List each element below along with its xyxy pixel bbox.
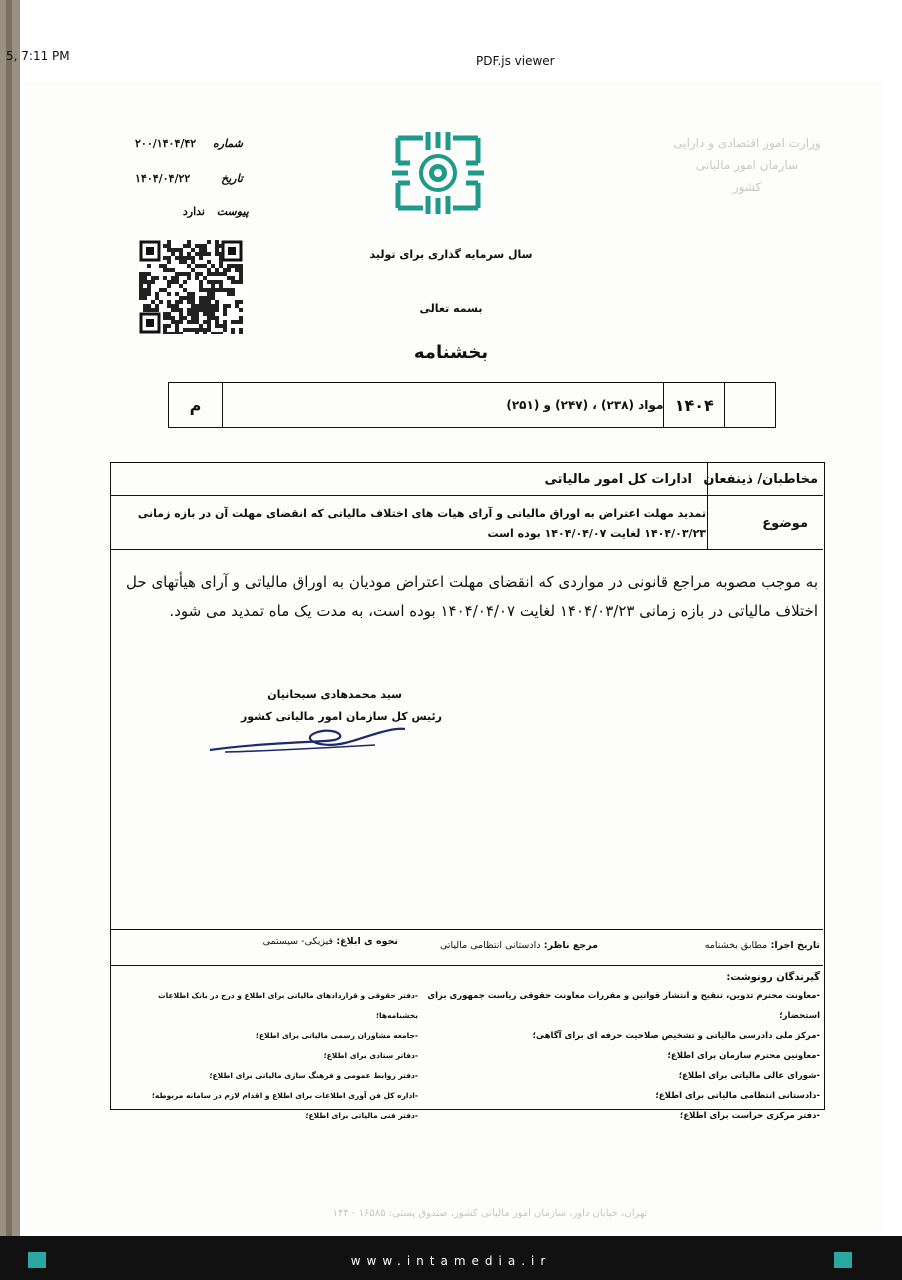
qr-module — [199, 328, 203, 332]
qr-module — [147, 280, 151, 284]
document-type-title: بخشنامه — [413, 342, 489, 363]
left-edge-strip — [0, 0, 20, 1280]
articles-cell — [222, 383, 664, 427]
qr-module — [191, 296, 195, 300]
qr-module — [195, 316, 199, 320]
qr-module — [239, 268, 243, 272]
organization-logo — [388, 128, 488, 218]
qr-module — [219, 332, 223, 334]
qr-module — [175, 276, 179, 280]
qr-module — [143, 296, 147, 300]
qr-module — [211, 288, 215, 292]
qr-module — [239, 280, 243, 284]
qr-module — [183, 280, 187, 284]
notify-value: فیزیکی- سیستمی — [262, 936, 334, 947]
qr-module — [239, 264, 243, 268]
cc-item: -شورای عالی مالیاتی برای اطلاع؛ — [678, 1071, 820, 1081]
qr-module — [207, 272, 211, 276]
qr-module — [147, 272, 151, 276]
cc-item: -دادستانی انتظامی مالیاتی برای اطلاع؛ — [655, 1091, 820, 1101]
qr-module — [231, 264, 235, 268]
qr-module — [199, 324, 203, 328]
qr-module — [191, 268, 195, 272]
qr-module — [163, 328, 167, 332]
qr-module — [219, 264, 223, 268]
qr-module — [163, 268, 167, 272]
qr-module — [179, 284, 183, 288]
qr-module — [171, 332, 175, 334]
cc-item: -دفتر روابط عمومی و فرهنگ سازی مالیاتی برای اطلاع؛ — [209, 1071, 418, 1080]
qr-module — [187, 272, 191, 276]
qr-module — [207, 296, 211, 300]
qr-module — [215, 324, 219, 328]
cc-item: -معاونین محترم سازمان برای اطلاع؛ — [667, 1051, 820, 1061]
qr-module — [171, 316, 175, 320]
qr-module — [211, 284, 215, 288]
qr-module — [195, 328, 199, 332]
qr-module — [231, 288, 235, 292]
website-url: www.intamedia.ir — [350, 1254, 552, 1268]
qr-module — [207, 324, 211, 328]
supervisory-authority — [440, 940, 598, 951]
qr-module — [155, 292, 159, 296]
qr-module — [167, 332, 171, 334]
qr-module — [215, 288, 219, 292]
addressee-value: ادارات کل امور مالیاتی — [544, 472, 692, 487]
qr-module — [207, 292, 211, 296]
qr-module — [219, 288, 223, 292]
cc-list-right — [420, 986, 820, 1126]
qr-module — [191, 320, 195, 324]
qr-module — [195, 332, 199, 334]
cc-item: -دفتر حقوقی و قراردادهای مالیاتی برای اطلاع و درج در بانک اطلاعات بخشنامه‌ها؛ — [158, 991, 418, 1020]
cc-title: گیرندگان رونوشت: — [726, 972, 820, 983]
qr-module — [139, 296, 143, 300]
notification-method — [263, 936, 398, 947]
cc-item: -معاونت محترم تدوین، تنقیح و انتشار قوانین و مقررات معاونت حقوقی ریاست جمهوری برای استحضار؛ — [427, 991, 820, 1021]
qr-module — [171, 280, 175, 284]
qr-module — [171, 320, 175, 324]
qr-module — [219, 272, 223, 276]
qr-module — [231, 292, 235, 296]
qr-module — [175, 324, 179, 328]
qr-module — [199, 284, 203, 288]
qr-module — [227, 288, 231, 292]
attachment-label: پیوست — [216, 205, 249, 218]
qr-module — [167, 292, 171, 296]
qr-module — [199, 264, 203, 268]
qr-module — [215, 272, 219, 276]
row-divider — [111, 495, 823, 496]
qr-module — [167, 284, 171, 288]
execution-date-label: تاریخ اجرا: — [770, 940, 820, 951]
qr-module — [139, 280, 143, 284]
qr-module — [167, 324, 171, 328]
qr-module — [199, 296, 203, 300]
number-label: شماره — [212, 137, 243, 150]
qr-module — [207, 288, 211, 292]
qr-module — [151, 276, 155, 280]
qr-module — [195, 272, 199, 276]
qr-module — [195, 276, 199, 280]
qr-module — [163, 332, 167, 334]
subject-value: تمدید مهلت اعتراض به اوراق مالیاتی و آرای هیات های اختلاف مالیاتی که انقضای مهلت آن در بازه زمانی ۱۴۰۴/۰۳/۲۳ لغایت ۱۴۰۴/۰۴/۰۷ بوده است — [137, 507, 706, 540]
faded-organization-header — [652, 132, 842, 198]
qr-module — [143, 272, 147, 276]
signer-title: رئیس کل سازمان امور مالیاتی کشور — [240, 710, 442, 723]
qr-module — [227, 264, 231, 268]
qr-module — [183, 328, 187, 332]
date-row — [135, 172, 243, 185]
qr-module — [211, 280, 215, 284]
qr-module — [227, 292, 231, 296]
qr-module — [239, 328, 243, 332]
qr-module — [207, 268, 211, 272]
qr-module — [187, 320, 191, 324]
qr-module — [171, 268, 175, 272]
qr-module — [187, 292, 191, 296]
qr-module — [219, 280, 223, 284]
footer-address: تهران، خیابان داور، سازمان امور مالیاتی کشور، صندوق پستی: ۱۶۵۸۵ - ۱۴۴ — [332, 1208, 648, 1219]
qr-module — [211, 264, 215, 268]
qr-module — [187, 276, 191, 280]
qr-module — [159, 264, 163, 268]
qr-module — [199, 280, 203, 284]
qr-module — [211, 296, 215, 300]
qr-module — [239, 276, 243, 280]
qr-module — [163, 324, 167, 328]
qr-module — [235, 264, 239, 268]
qr-module — [199, 288, 203, 292]
qr-module — [239, 320, 243, 324]
qr-module — [223, 288, 227, 292]
handwritten-signature — [205, 705, 445, 760]
cc-item: -جامعه مشاوران رسمی مالیاتی برای اطلاع؛ — [255, 1031, 418, 1040]
authority-value: دادستانی انتظامی مالیاتی — [439, 940, 541, 951]
authority-label: مرجع ناظر: — [543, 940, 598, 951]
qr-module — [203, 328, 207, 332]
qr-module — [179, 332, 183, 334]
qr-module — [199, 272, 203, 276]
cc-item: -دفتر مرکزی حراست برای اطلاع؛ — [679, 1111, 820, 1121]
qr-module — [155, 296, 159, 300]
qr-module — [215, 320, 219, 324]
qr-module — [179, 296, 183, 300]
qr-module — [231, 320, 235, 324]
number-value: ۲۰۰/۱۴۰۴/۴۲ — [135, 137, 197, 150]
qr-module — [239, 332, 243, 334]
qr-module — [231, 280, 235, 284]
circular-number-table — [168, 382, 776, 428]
cc-item: -مرکز ملی دادرسی مالیاتی و تشخیص صلاحیت حرفه ای برای آگاهی؛ — [532, 1031, 820, 1041]
qr-module — [203, 264, 207, 268]
date-label: تاریخ — [221, 172, 243, 185]
qr-module — [203, 276, 207, 280]
qr-module — [239, 316, 243, 320]
qr-module — [195, 320, 199, 324]
cc-item: -اداره کل فن آوری اطلاعات برای اطلاع و اقدام لازم در سامانه مربوطه؛ — [151, 1091, 418, 1100]
qr-module — [159, 288, 163, 292]
qr-module — [147, 288, 151, 292]
qr-module — [211, 272, 215, 276]
qr-module — [215, 332, 219, 334]
qr-module — [163, 264, 167, 268]
browser-title: PDF.js viewer — [476, 54, 555, 68]
year-slogan: سال سرمایه گذاری برای تولید — [369, 248, 533, 261]
qr-module — [203, 332, 207, 334]
cc-item: -دفتر فنی مالیاتی برای اطلاع؛ — [305, 1111, 418, 1120]
qr-module — [179, 320, 183, 324]
qr-module — [231, 328, 235, 332]
qr-module — [219, 284, 223, 288]
qr-module — [143, 288, 147, 292]
qr-module — [139, 272, 143, 276]
number-row — [135, 137, 243, 150]
qr-module — [167, 280, 171, 284]
qr-module — [155, 276, 159, 280]
qr-module — [187, 240, 191, 244]
qr-module — [215, 240, 219, 244]
qr-module — [139, 288, 143, 292]
articles-text: مواد (۲۳۸) ، (۲۴۷) و (۲۵۱) — [506, 398, 664, 412]
qr-module — [223, 324, 227, 328]
circular-year: ۱۴۰۴ — [663, 383, 724, 427]
qr-module — [207, 240, 211, 244]
qr-module — [183, 272, 187, 276]
qr-module — [167, 268, 171, 272]
qr-module — [147, 264, 151, 268]
qr-module — [215, 280, 219, 284]
qr-module — [175, 292, 179, 296]
cc-item: -دفاتر ستادی برای اطلاع؛ — [323, 1051, 418, 1060]
qr-module — [187, 264, 191, 268]
qr-module — [219, 324, 223, 328]
browser-timestamp: 5, 7:11 PM — [6, 49, 70, 63]
left-edge-shadow — [6, 0, 12, 1280]
qr-module — [151, 280, 155, 284]
qr-module — [223, 328, 227, 332]
qr-module — [163, 276, 167, 280]
qr-module — [207, 328, 211, 332]
qr-module — [139, 292, 143, 296]
qr-module — [179, 272, 183, 276]
qr-module — [235, 268, 239, 272]
qr-module — [223, 268, 227, 272]
attachment-value: ندارد — [182, 205, 205, 218]
notify-label: نحوه ی ابلاغ: — [336, 936, 398, 947]
faded-org-line: کشور — [732, 180, 762, 194]
faded-org-line: وزارت امور اقتصادی و دارایی — [673, 136, 821, 150]
qr-module — [207, 320, 211, 324]
qr-module — [163, 316, 167, 320]
qr-module — [203, 320, 207, 324]
qr-module — [175, 332, 179, 334]
qr-module — [191, 292, 195, 296]
qr-module — [143, 280, 147, 284]
circular-suffix: م — [189, 395, 202, 415]
qr-module — [167, 240, 171, 244]
qr-module — [203, 288, 207, 292]
qr-module — [231, 276, 235, 280]
signer-name: سید محمدهادی سبحانیان — [267, 688, 402, 701]
qr-module — [223, 272, 227, 276]
qr-module — [187, 296, 191, 300]
qr-module — [183, 296, 187, 300]
qr-module — [227, 268, 231, 272]
qr-module — [175, 320, 179, 324]
faded-org-line: سازمان امور مالیاتی — [695, 158, 799, 172]
subject-label: موضوع — [762, 516, 808, 531]
qr-module — [147, 292, 151, 296]
number-table-empty-cell — [724, 383, 775, 427]
qr-module — [195, 264, 199, 268]
qr-module — [207, 280, 211, 284]
qr-module — [171, 276, 175, 280]
qr-module — [175, 272, 179, 276]
qr-module — [207, 316, 211, 320]
qr-module — [215, 268, 219, 272]
qr-module — [231, 332, 235, 334]
qr-module — [167, 316, 171, 320]
addressee-label: مخاطبان/ ذینفعان — [703, 472, 818, 487]
qr-module — [139, 276, 143, 280]
row-divider — [111, 965, 823, 966]
qr-module — [143, 276, 147, 280]
qr-module — [235, 320, 239, 324]
cc-list-left — [118, 986, 418, 1126]
qr-module — [187, 328, 191, 332]
qr-module — [179, 316, 183, 320]
qr-module — [227, 276, 231, 280]
qr-module — [191, 316, 195, 320]
qr-module — [223, 320, 227, 324]
qr-module — [235, 280, 239, 284]
circular-body: به موجب مصوبه مراجع قانونی در مواردی که انقضای مهلت اعتراض مودیان به اوراق مالیاتی و آرای هیأتهای حل اختلاف مالیاتی در بازه زمانی ۱۴۰۴/۰۳/۲۳ لغایت ۱۴۰۴/۰۴/۰۷ بوده است، به مدت یک ماه تمدید می شود. — [126, 573, 818, 620]
row-divider — [111, 929, 823, 930]
qr-module — [203, 296, 207, 300]
date-value: ۱۴۰۴/۰۴/۲۲ — [135, 172, 191, 185]
qr-module — [211, 316, 215, 320]
attachment-row — [175, 205, 249, 218]
qr-module — [183, 288, 187, 292]
qr-module — [211, 332, 215, 334]
bismillah: بسمه تعالی — [419, 302, 483, 315]
execution-date — [705, 940, 820, 951]
qr-module — [147, 284, 151, 288]
qr-module — [211, 292, 215, 296]
row-divider — [111, 549, 823, 550]
qr-module — [175, 328, 179, 332]
qr-module — [191, 328, 195, 332]
qr-module — [175, 280, 179, 284]
qr-module — [143, 292, 147, 296]
execution-date-value: مطابق بخشنامه — [704, 940, 768, 951]
qr-module — [183, 316, 187, 320]
qr-module — [215, 316, 219, 320]
qr-module — [163, 288, 167, 292]
qr-module — [239, 272, 243, 276]
qr-module — [139, 284, 143, 288]
